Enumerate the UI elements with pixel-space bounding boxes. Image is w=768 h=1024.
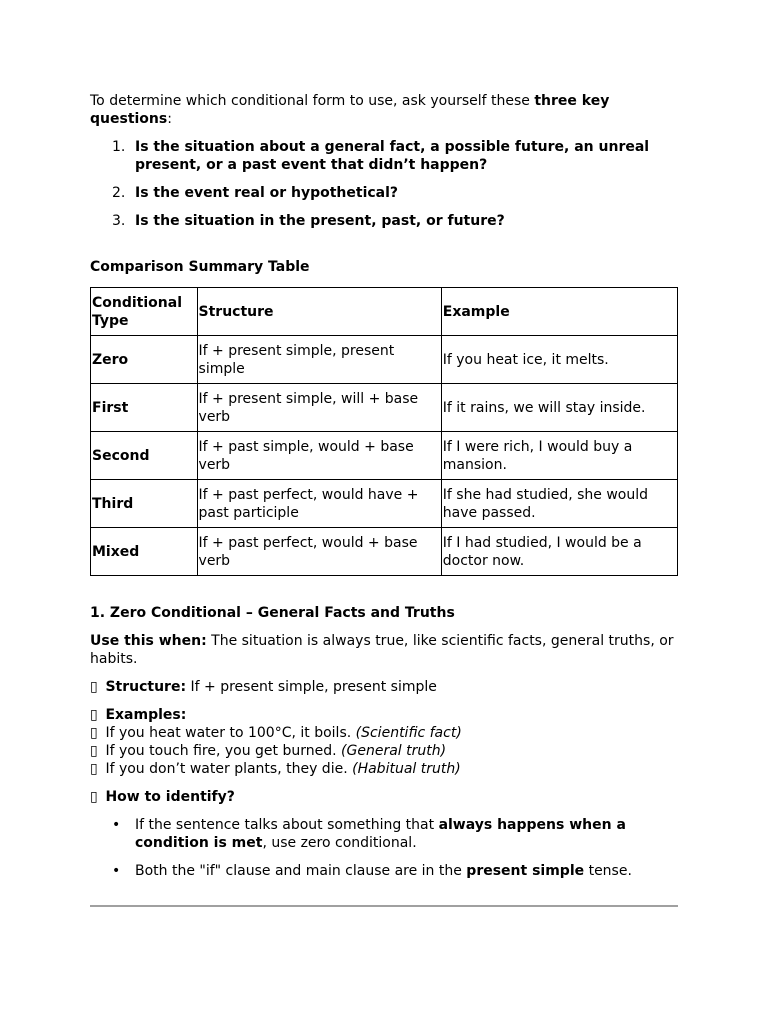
missing-glyph-icon: ▯ [90,679,98,695]
bullet-text: If the sentence talks about something that [135,817,439,833]
cell-structure: If + past simple, would + base verb [197,432,441,480]
example-note: (Habitual truth) [352,761,461,777]
bullet-item [90,862,678,880]
identify-heading [90,788,678,806]
bullet-bold-text: always happens when a condition is met [135,817,626,851]
structure-text: If + present simple, present simple [186,679,437,695]
bullet-text-end: , use zero conditional. [262,835,417,851]
cell-structure: If + past perfect, would + base verb [197,528,441,576]
examples-block [90,706,678,778]
example-note: (General truth) [341,743,447,759]
example-line [90,760,678,778]
cell-example: If she had studied, she would have passed. [441,480,677,528]
cell-structure: If + present simple, will + base verb [197,384,441,432]
intro-text: To determine which conditional form to use, ask yourself these [90,93,535,109]
example-text: If you heat water to 100°C, it boils. [105,725,356,741]
structure-label: Structure: [105,679,187,695]
bullet-bold-text: present simple [466,863,585,879]
examples-heading [90,706,678,724]
cell-type: Second [91,432,198,480]
bullet-item [90,816,678,852]
question-text: Is the situation in the present, past, or future? [135,213,505,229]
examples-label: Examples: [105,707,187,723]
cell-structure: If + past perfect, would have + past participle [197,480,441,528]
bullet-text-end: tense. [584,863,632,879]
header-example: Example [441,288,677,336]
section-title: 1. Zero Conditional – General Facts and Truths [90,605,455,621]
question-number: 3. [112,213,126,229]
question-item [90,184,678,202]
question-number: 1. [112,139,126,155]
example-text: If you touch fire, you get burned. [105,743,342,759]
table-title: Comparison Summary Table [90,259,310,275]
example-line [90,724,678,742]
cell-type: Mixed [91,528,198,576]
table-row [91,528,678,576]
missing-glyph-icon: ▯ [90,743,98,759]
bullet-text: Both the "if" clause and main clause are in the [135,863,467,879]
cell-example: If it rains, we will stay inside. [441,384,677,432]
cell-type: Zero [91,336,198,384]
cell-example: If I were rich, I would buy a mansion. [441,432,677,480]
question-item [90,138,678,174]
example-line [90,742,678,760]
bullet-icon: • [112,817,121,833]
table-header-row [91,288,678,336]
horizontal-rule [90,905,678,907]
cell-example: If you heat ice, it melts. [441,336,677,384]
identify-label: How to identify? [105,789,235,805]
document-content [90,92,678,890]
missing-glyph-icon: ▯ [90,707,98,723]
table-row [91,480,678,528]
intro-bold-text: three key questions [90,93,610,127]
intro-colon: : [167,111,172,127]
header-conditional-type: Conditional Type [91,288,198,336]
bullet-icon: • [112,863,121,879]
missing-glyph-icon: ▯ [90,725,98,741]
cell-type: First [91,384,198,432]
use-when-label: Use this when: [90,633,207,649]
key-questions-list [90,138,678,230]
example-note: (Scientific fact) [355,725,462,741]
question-text: Is the situation about a general fact, a possible future, an unreal present, or a past event that didn’t happen? [135,139,650,173]
structure-paragraph [90,678,678,696]
missing-glyph-icon: ▯ [90,761,98,777]
question-text: Is the event real or hypothetical? [135,185,399,201]
question-item [90,212,678,230]
missing-glyph-icon: ▯ [90,789,98,805]
header-structure: Structure [197,288,441,336]
cell-example: If I had studied, I would be a doctor now. [441,528,677,576]
table-row [91,384,678,432]
example-text: If you don’t water plants, they die. [105,761,353,777]
cell-structure: If + present simple, present simple [197,336,441,384]
use-when-text: The situation is always true, like scientific facts, general truths, or habits. [90,633,674,667]
intro-paragraph [90,92,678,128]
question-number: 2. [112,185,126,201]
cell-type: Third [91,480,198,528]
identify-bullet-list [90,816,678,880]
table-row [91,336,678,384]
use-when-paragraph [90,632,678,668]
table-row [91,432,678,480]
comparison-summary-table [90,287,678,576]
